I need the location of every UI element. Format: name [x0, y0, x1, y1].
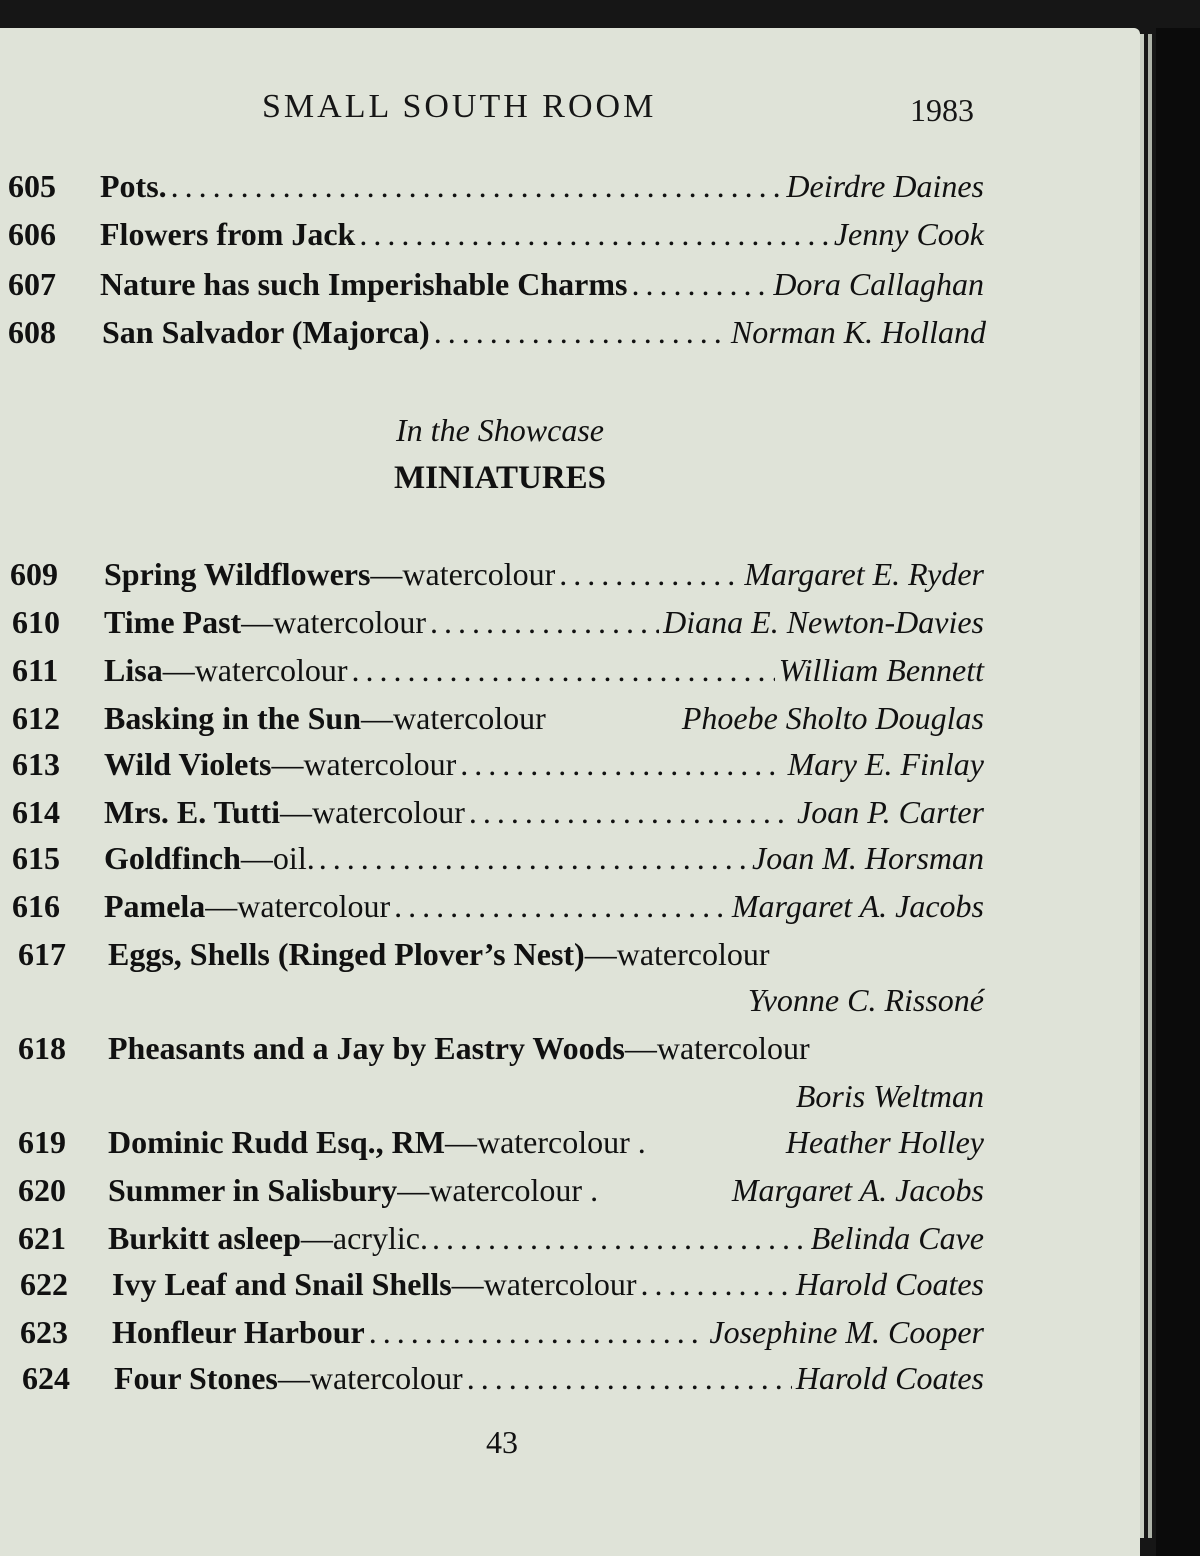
entry-medium: —watercolour [624, 1030, 810, 1066]
entry-medium: —watercolour [241, 604, 426, 640]
entry-title: Flowers from Jack [100, 216, 356, 252]
entry-title: Honfleur Harbour [112, 1314, 365, 1350]
entry-number: 621 [18, 1220, 66, 1256]
entry-title: Goldfinch [104, 840, 241, 876]
catalogue-entry [12, 700, 984, 742]
catalogue-entry [12, 652, 984, 694]
catalogue-entry [8, 266, 984, 308]
page-header [0, 88, 1140, 138]
entry-title: Nature has such Imperishable Charms [100, 266, 628, 302]
entry-artist: Belinda Cave [810, 1220, 984, 1256]
entry-artist: Yvonne C. Rissoné [747, 982, 984, 1018]
leader-dots [460, 746, 783, 783]
entry-title: Mrs. E. Tutti [104, 794, 281, 830]
leader-dots [359, 216, 830, 253]
catalogue-entry [18, 1220, 984, 1262]
leader-dots [171, 168, 783, 205]
entry-number: 622 [20, 1266, 68, 1302]
entry-artist: Joan M. Horsman [752, 840, 984, 876]
entry-number: 613 [12, 746, 60, 782]
catalogue-entry [18, 1030, 958, 1072]
entry-title: Eggs, Shells (Ringed Plover’s Nest) [108, 936, 585, 972]
entry-number: 606 [8, 216, 56, 252]
page-number: 43 [486, 1424, 518, 1460]
entry-number: 617 [18, 936, 66, 972]
entry-artist: Phoebe Sholto Douglas [681, 700, 984, 736]
entry-number: 616 [12, 888, 60, 924]
section-subtitle: In the Showcase [396, 412, 604, 448]
entry-title: Pots. [100, 168, 167, 204]
entry-medium: —watercolour [277, 1360, 463, 1396]
entry-title: Spring Wildflowers [104, 556, 371, 592]
entry-medium: —watercolour [370, 556, 556, 592]
catalogue-entry [18, 1124, 984, 1166]
entry-title: Ivy Leaf and Snail Shells [112, 1266, 452, 1302]
entry-medium: —oil. [240, 840, 315, 876]
room-title: SMALL SOUTH ROOM [262, 88, 657, 125]
leader-dots [430, 604, 659, 641]
entry-artist: Joan P. Carter [797, 794, 984, 830]
page-edge [1140, 34, 1144, 1538]
entry-artist: Norman K. Holland [730, 314, 986, 350]
catalogue-entry [18, 936, 918, 978]
entry-artist: Dora Callaghan [773, 266, 984, 302]
leader-dots [369, 1314, 706, 1351]
entry-medium: —watercolour . [444, 1124, 646, 1160]
entry-title: Summer in Salisbury [108, 1172, 398, 1208]
entry-medium: —watercolour . [397, 1172, 599, 1208]
entry-number: 605 [8, 168, 56, 204]
entry-number: 623 [20, 1314, 68, 1350]
leader-dots [640, 1266, 791, 1303]
catalogue-entry [20, 1266, 984, 1308]
entry-number: 614 [12, 794, 60, 830]
entry-medium: —watercolour [451, 1266, 637, 1302]
leader-dots [352, 652, 775, 689]
entry-artist: Mary E. Finlay [787, 746, 984, 782]
entry-title: Pheasants and a Jay by Eastry Woods [108, 1030, 625, 1066]
entry-title: San Salvador (Majorca) [102, 314, 430, 350]
entry-artist: Harold Coates [795, 1266, 984, 1302]
entry-number: 612 [12, 700, 60, 736]
entry-medium: —watercolour [584, 936, 770, 972]
entry-medium: —watercolour [271, 746, 457, 782]
entry-number: 611 [12, 652, 59, 688]
entry-artist: Boris Weltman [795, 1078, 984, 1114]
section-heading: MINIATURES [393, 460, 607, 496]
catalogue-entry [8, 216, 984, 258]
leader-dots [432, 1220, 807, 1257]
entry-title: Four Stones [114, 1360, 278, 1396]
page-edge [1148, 34, 1152, 1538]
entry-title: Wild Violets [104, 746, 272, 782]
entry-number: 615 [12, 840, 60, 876]
catalogue-entry [12, 840, 984, 882]
catalogue-entry [12, 794, 984, 836]
entry-title: Burkitt asleep [108, 1220, 301, 1256]
catalogue-entry [10, 556, 984, 598]
entry-number: 609 [10, 556, 58, 592]
catalogue-entry [18, 1172, 984, 1214]
entry-number: 618 [18, 1030, 66, 1066]
leader-dots [319, 840, 748, 877]
entry-number: 619 [18, 1124, 66, 1160]
catalogue-entry [12, 604, 984, 646]
catalogue-entry [22, 1360, 984, 1402]
entry-number: 607 [8, 266, 56, 302]
entry-artist: Margaret A. Jacobs [731, 888, 984, 924]
entry-title: Basking in the Sun [104, 700, 362, 736]
entry-medium: —watercolour [280, 794, 465, 830]
leader-dots [559, 556, 740, 593]
book-spine [1156, 28, 1200, 1556]
leader-dots [631, 266, 769, 303]
year: 1983 [910, 92, 974, 128]
entry-medium: —watercolour [162, 652, 348, 688]
entry-medium: —watercolour [361, 700, 546, 736]
entry-number: 624 [22, 1360, 70, 1396]
entry-title: Dominic Rudd Esq., RM [108, 1124, 445, 1160]
entry-artist: Margaret A. Jacobs [731, 1172, 984, 1208]
leader-dots [469, 794, 793, 831]
entry-title: Lisa [104, 652, 163, 688]
entry-medium: —watercolour [205, 888, 391, 924]
entry-number: 610 [12, 604, 60, 640]
leader-dots [434, 314, 727, 351]
catalogue-entry [20, 1314, 984, 1356]
entry-title: Time Past [104, 604, 242, 640]
entry-artist: Heather Holley [785, 1124, 984, 1160]
entry-number: 608 [8, 314, 56, 350]
entry-medium: —acrylic. [300, 1220, 428, 1256]
catalogue-entry [8, 168, 984, 210]
entry-artist: Diana E. Newton-Davies [663, 604, 984, 640]
entry-title: Pamela [104, 888, 206, 924]
leader-dots [467, 1360, 792, 1397]
entry-artist: Margaret E. Ryder [744, 556, 984, 592]
leader-dots [394, 888, 728, 925]
entry-artist: William Bennett [778, 652, 984, 688]
entry-artist: Deirdre Daines [786, 168, 984, 204]
catalogue-entry [12, 888, 984, 930]
catalogue-entry [8, 314, 986, 356]
catalogue-entry [12, 746, 984, 788]
entry-artist: Jenny Cook [833, 216, 984, 252]
entry-artist: Josephine M. Cooper [709, 1314, 984, 1350]
entry-artist: Harold Coates [795, 1360, 984, 1396]
entry-number: 620 [18, 1172, 66, 1208]
